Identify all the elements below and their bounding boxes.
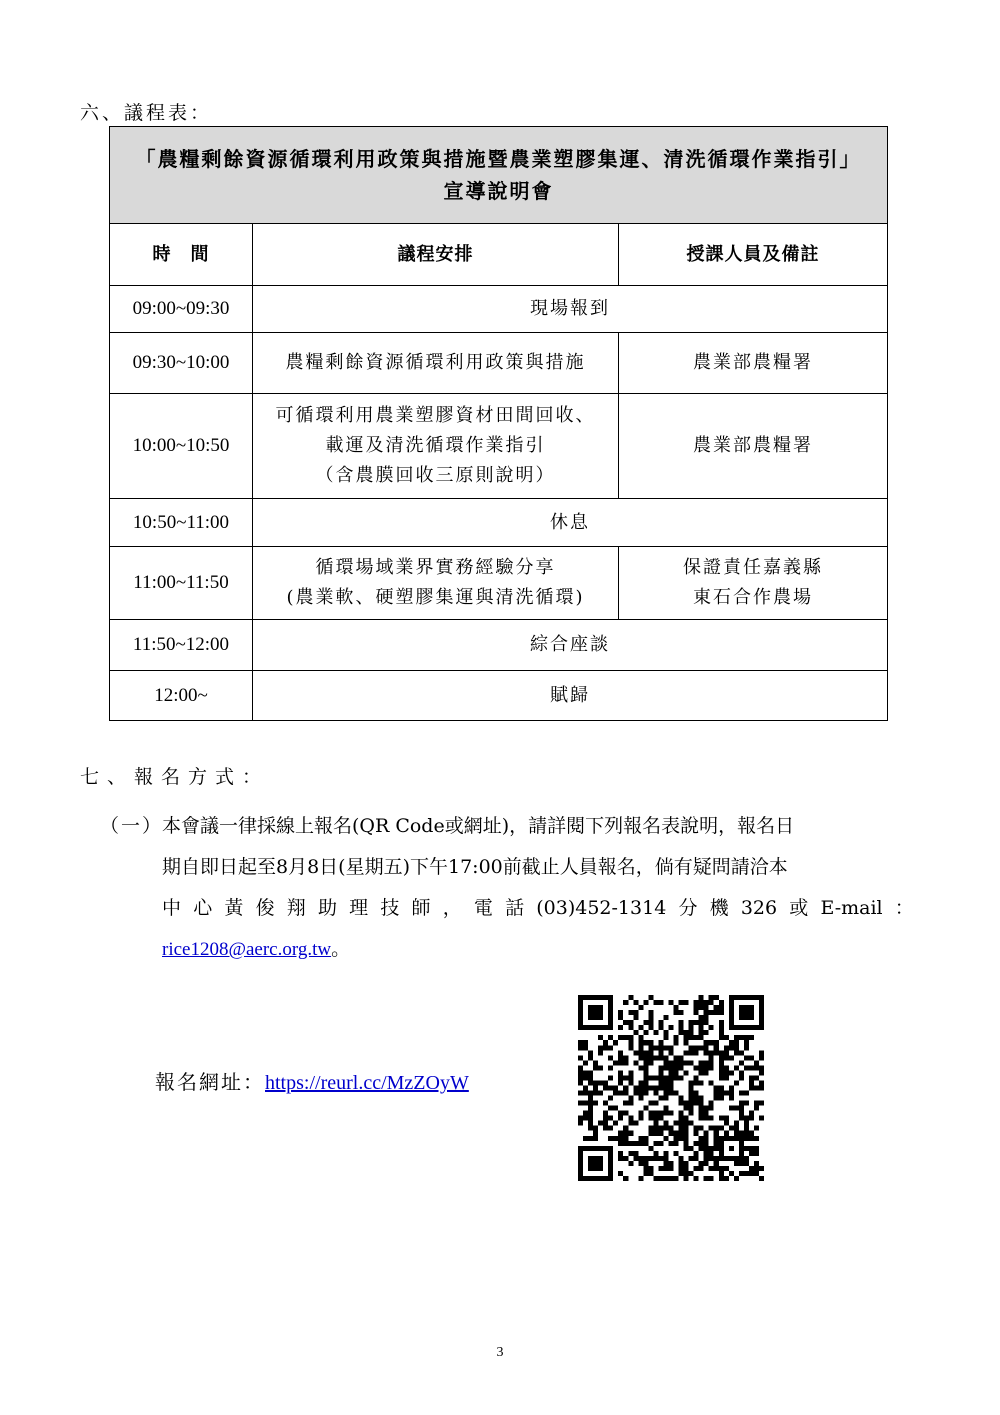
row-item-line: 可循環利用農業塑膠資材田間回收、 xyxy=(275,405,596,426)
registration-url-label: 報名網址： xyxy=(155,1070,265,1094)
row-speaker xyxy=(619,547,888,620)
para-line-3-token: 話 xyxy=(505,897,525,919)
agenda-title-line2: 宣導說明會 xyxy=(443,179,554,203)
row-item-line: (農業軟、硬塑膠集運與清洗循環) xyxy=(286,587,585,608)
para-line-3-token: 或 xyxy=(789,897,809,919)
para-line-3-token: E-mail xyxy=(820,897,883,919)
row-item: 休息 xyxy=(253,499,888,547)
para-line-3-token: 助 xyxy=(317,897,337,919)
table-row xyxy=(110,547,888,620)
agenda-title-line1: 「農糧剩餘資源循環利用政策與措施暨農業塑膠集運、清洗循環作業指引」 xyxy=(135,147,862,171)
row-time: 09:00~09:30 xyxy=(110,286,253,333)
registration-url-line xyxy=(155,1066,469,1095)
row-item: 賦歸 xyxy=(253,671,888,721)
table-row xyxy=(110,394,888,499)
row-item: 綜合座談 xyxy=(253,620,888,671)
row-time: 11:00~11:50 xyxy=(110,547,253,620)
row-speaker-line: 東石合作農場 xyxy=(693,587,813,608)
para-line-3-token: 翔 xyxy=(286,897,306,919)
para-line-3-token: 黃 xyxy=(224,897,244,919)
para-line-3-token: 326 xyxy=(740,897,778,919)
section-7-title: 七、報名方式： xyxy=(80,766,270,788)
para-lead: （一） xyxy=(100,815,164,837)
agenda-title-row xyxy=(110,127,888,224)
email-link[interactable]: rice1208@aerc.org.tw xyxy=(162,939,332,960)
registration-paragraph xyxy=(100,806,930,970)
para-line-3-token: (03)452-1314 xyxy=(536,897,667,919)
table-row xyxy=(110,671,888,721)
para-line-3-token: 機 xyxy=(709,897,729,919)
row-time: 12:00~ xyxy=(110,671,253,721)
para-line-3-token: 電 xyxy=(473,897,493,919)
row-item: 農糧剩餘資源循環利用政策與措施 xyxy=(253,333,619,394)
row-item-line: 循環場域業界實務經驗分享 xyxy=(315,557,556,578)
para-line-3-token: 師 xyxy=(411,897,431,919)
row-item xyxy=(253,547,619,620)
row-time: 09:30~10:00 xyxy=(110,333,253,394)
row-item-line: 載運及清洗循環作業指引 xyxy=(325,435,546,456)
row-item xyxy=(253,394,619,499)
header-speaker: 授課人員及備註 xyxy=(619,224,888,286)
para-line-1 xyxy=(100,806,930,847)
header-time: 時 間 xyxy=(110,224,253,286)
qr-code-image[interactable] xyxy=(578,995,764,1181)
table-row xyxy=(110,620,888,671)
para-line-2: 期自即日起至8月8日(星期五)下午17:00前截止人員報名，倘有疑問請洽本 xyxy=(162,856,788,878)
para-line-3-token: ， xyxy=(442,897,462,919)
row-time: 10:50~11:00 xyxy=(110,499,253,547)
agenda-title xyxy=(110,127,888,224)
table-row xyxy=(110,286,888,333)
email-suffix: 。 xyxy=(331,938,351,960)
row-item: 現場報到 xyxy=(253,286,888,333)
section-6-title: 六、議程表： xyxy=(80,102,213,124)
registration-url-link[interactable]: https://reurl.cc/MzZOyW xyxy=(265,1072,469,1094)
row-time: 10:00~10:50 xyxy=(110,394,253,499)
para-line-3-token: ： xyxy=(894,897,914,919)
table-row xyxy=(110,499,888,547)
para-line-3-token: 分 xyxy=(678,897,698,919)
agenda-header-row xyxy=(110,224,888,286)
row-time: 11:50~12:00 xyxy=(110,620,253,671)
para-line-3-token: 技 xyxy=(380,897,400,919)
row-item-line: （含農膜回收三原則說明） xyxy=(315,465,556,486)
row-speaker: 農業部農糧署 xyxy=(619,333,888,394)
table-row xyxy=(110,333,888,394)
row-speaker-line: 保證責任嘉義縣 xyxy=(683,557,823,578)
para-line-3 xyxy=(100,888,914,929)
page-number: 3 xyxy=(496,1345,504,1360)
para-line-3-token: 中 xyxy=(162,897,182,919)
para-text: 本會議一律採線上報名(QR Code或網址)，請詳閱下列報名表說明，報名日 xyxy=(162,815,795,837)
row-speaker: 農業部農糧署 xyxy=(619,394,888,499)
para-line-3-token: 俊 xyxy=(255,897,275,919)
para-line-3-token: 理 xyxy=(349,897,369,919)
para-line-4 xyxy=(100,929,930,970)
para-line-3-token: 心 xyxy=(193,897,213,919)
agenda-table xyxy=(109,126,888,721)
header-agenda: 議程安排 xyxy=(253,224,619,286)
